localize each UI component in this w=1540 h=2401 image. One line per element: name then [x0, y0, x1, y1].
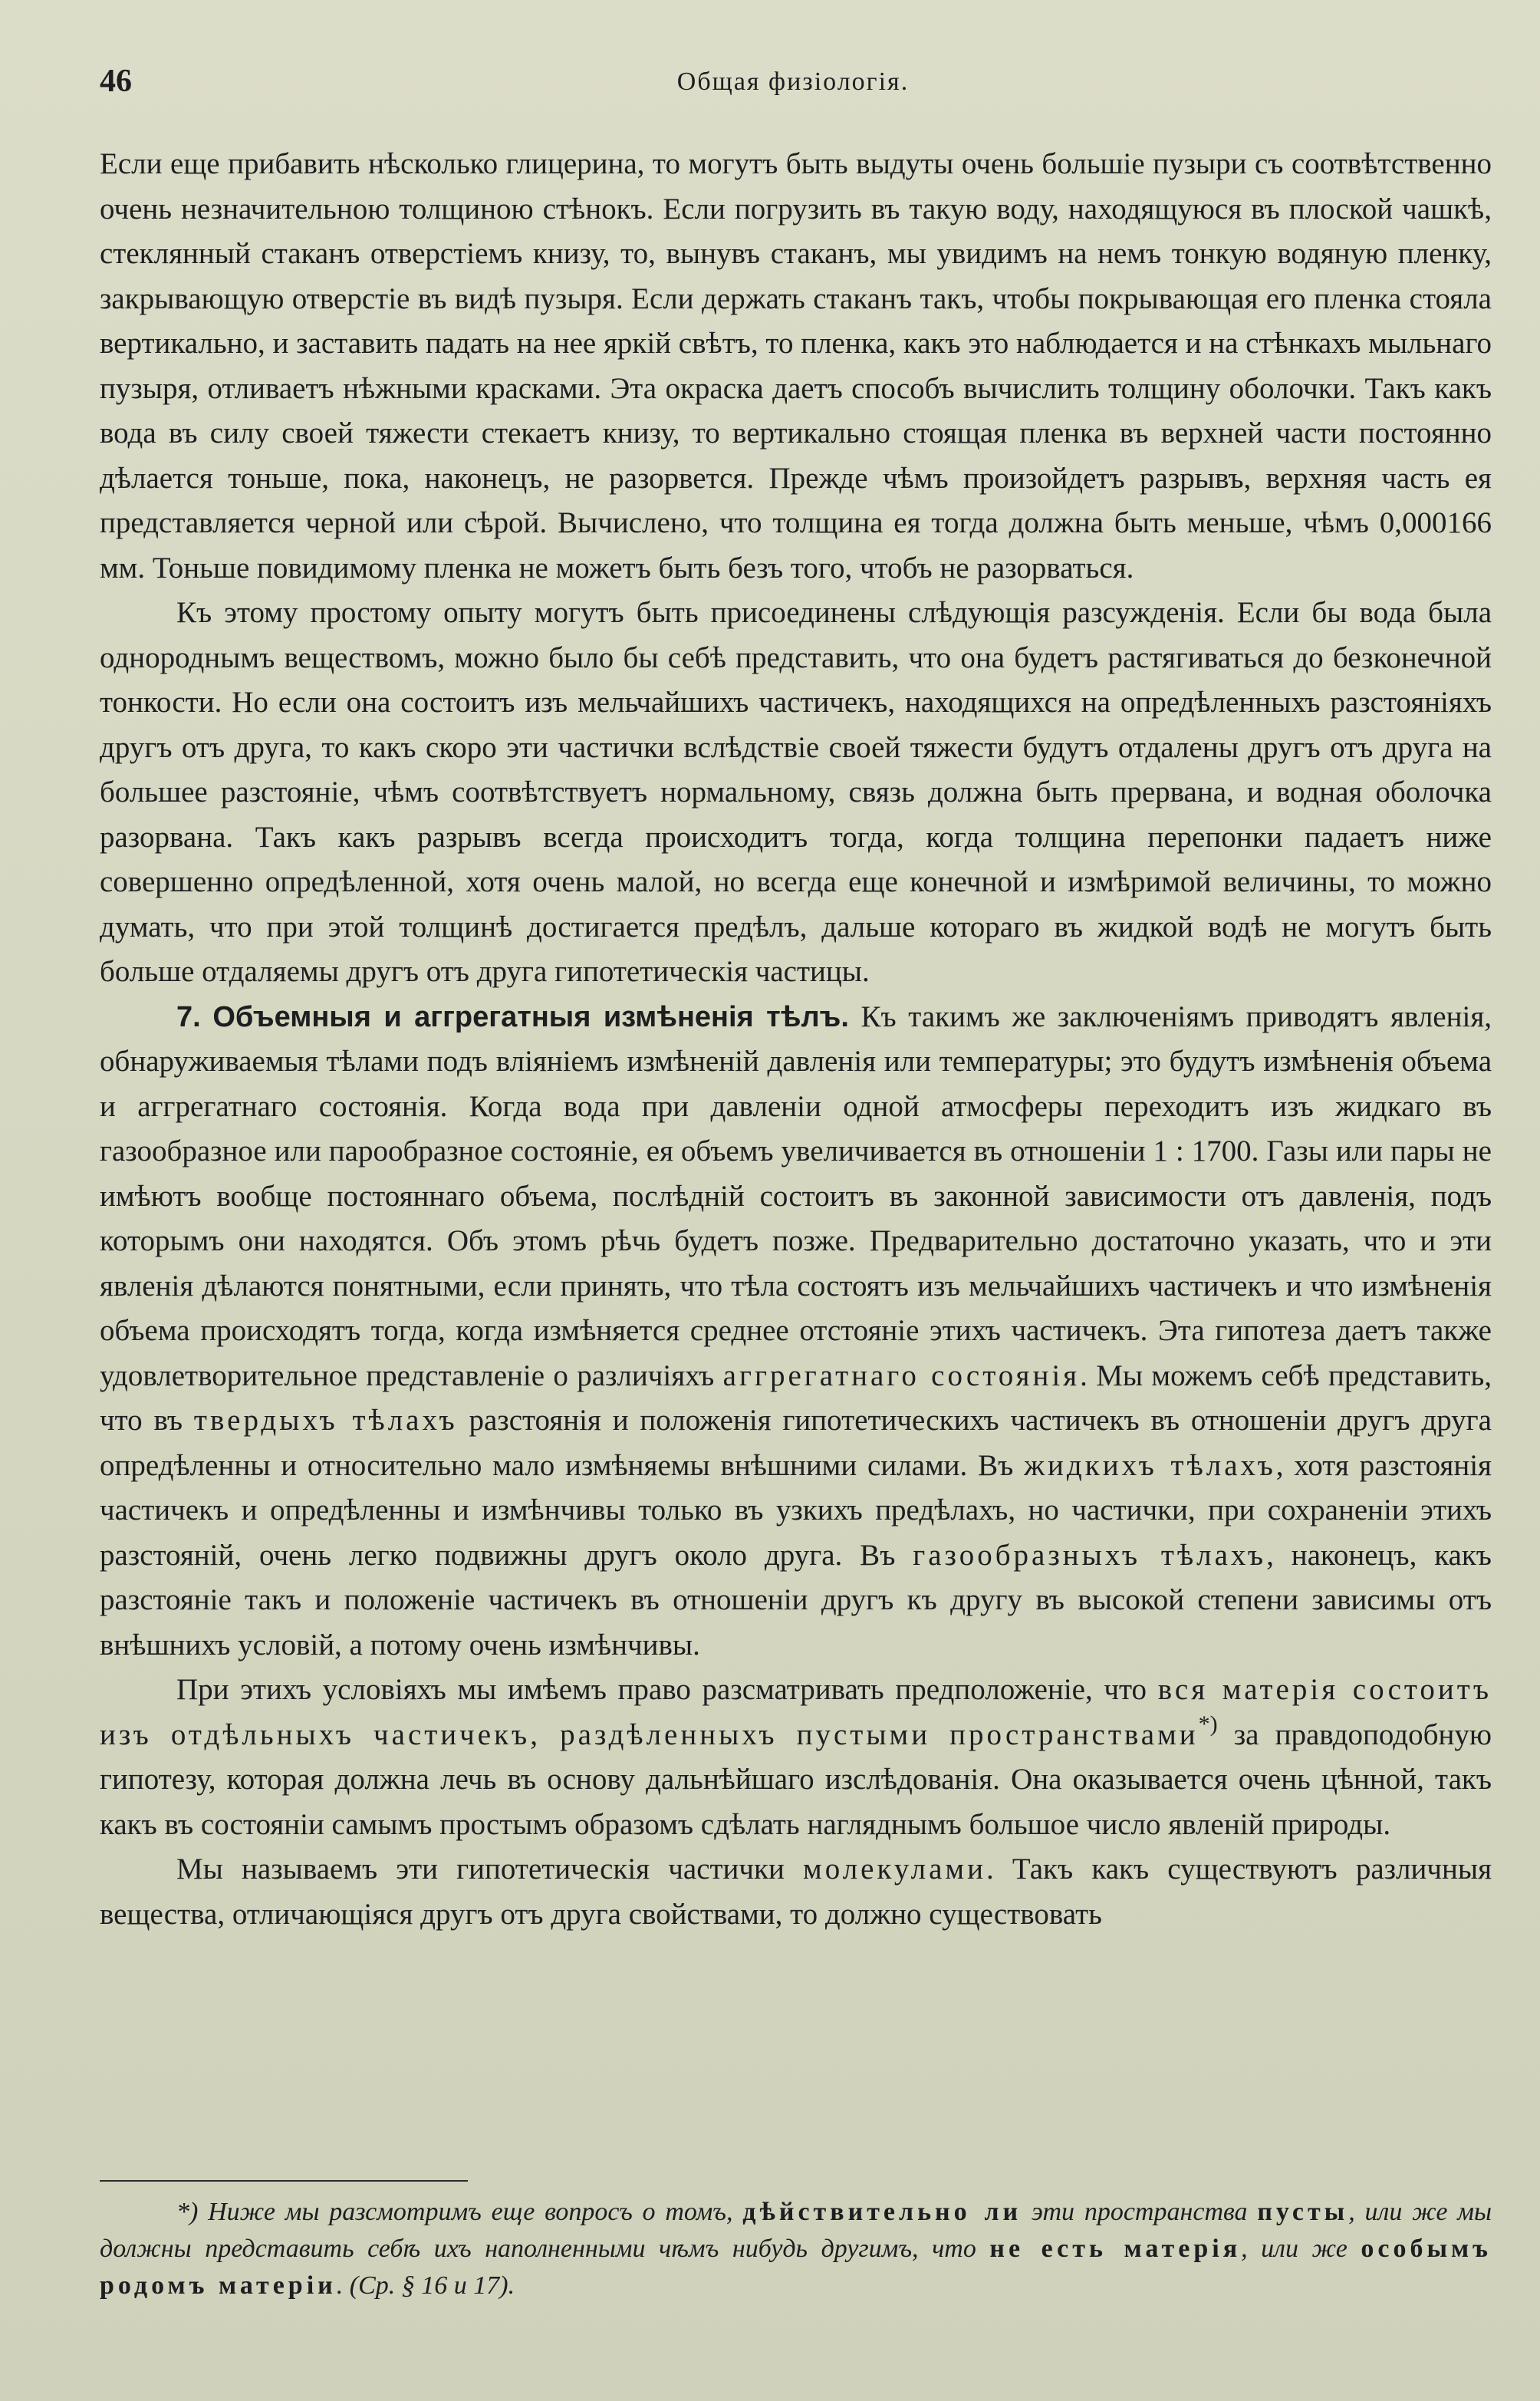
footnote-text-e: . (Ср. § 16 и 17). — [336, 2271, 515, 2300]
paragraph-4-text-a: При этихъ условіяхъ мы имѣемъ право разсматривать предположеніе, что — [176, 1673, 1158, 1706]
paragraph-3 — [100, 995, 1492, 1668]
footnote-text — [100, 2194, 1492, 2304]
paragraph-1: Если еще прибавить нѣсколько глицерина, то могутъ быть выдуты очень большіе пузыри съ соотвѣтственно очень незначительною толщиною стѣнокъ. Если погрузить въ такую воду, находящуюся въ плоской чашкѣ, стеклянный стаканъ отверстіемъ книзу, то, вынувъ стаканъ, мы увидимъ на немъ тонкую водяную пленку, закрывающую отверстіе въ видѣ пузыря. Если держать стаканъ такъ, чтобы покрывающая его пленка стояла вертикально, и заставить падать на нее яркій свѣтъ, то пленка, какъ это наблюдается и на стѣнкахъ мыльнаго пузыря, отливаетъ нѣжными красками. Эта окраска даетъ способъ вычислить толщину оболочки. Такъ какъ вода въ силу своей тяжести стекаетъ книзу, то вертикально стоящая пленка въ верхней части постоянно дѣлается тоньше, пока, наконецъ, не разорвется. Прежде чѣмъ произойдетъ разрывъ, верхняя часть ея представляется черной или сѣрой. Вычислено, что толщина ея тогда должна быть меньше, чѣмъ 0,000166 мм. Тоньше повидимому пленка не можетъ быть безъ того, чтобъ не разорваться. — [100, 147, 1492, 585]
footnote-divider — [100, 2180, 468, 2182]
paragraph-3-text-c: разстоянія и положенія гипотетическихъ частичекъ въ отношеніи другъ друга опредѣленны и относительно мало измѣняемы внѣшними силами. Въ — [100, 1404, 1492, 1482]
spaced-term-aggregate-state: аггрегатнаго состоянія — [722, 1359, 1081, 1392]
footnote-text-d: , или же — [1241, 2235, 1361, 2263]
footnote-spaced-not-matter: не есть матерія — [989, 2235, 1242, 2263]
paragraph-3-text-a: Къ такимъ же заключеніямъ приводятъ явленія, обнаруживаемыя тѣлами подъ вліяніемъ измѣненій давленія или температуры; это будутъ измѣненія объема и аггрегатнаго состоянія. Когда вода при давленіи одной атмосферы переходитъ изъ жидкаго въ газообразное или парообразное состояніе, ея объемъ увеличивается въ отношеніи 1 : 1700. Газы или пары не имѣютъ вообще постояннаго объема, послѣдній состоитъ въ законной зависимости отъ давленія, подъ которымъ они находятся. Объ этомъ рѣчь будетъ позже. Предварительно достаточно указать, что и эти явленія дѣлаются понятными, если принять, что тѣла состоятъ изъ мельчайшихъ частичекъ и что измѣненія объема происходятъ тогда, когда измѣняется среднее отстояніе этихъ частичекъ. Эта гипотеза даетъ также удовлетворительное представленіе о различіяхъ — [100, 1000, 1492, 1392]
spaced-term-gases: газообразныхъ тѣлахъ — [913, 1538, 1267, 1572]
paragraph-4 — [100, 1668, 1492, 1847]
footnote-text-c: , или же мы должны представить себѣ ихъ наполненными чѣмъ нибудь другимъ, что — [100, 2198, 1492, 2263]
footnote-spaced-really: дѣйствительно ли — [742, 2198, 1022, 2226]
footnote-spaced-empty: пусты — [1257, 2198, 1349, 2226]
paragraph-3-text-b: . Мы можемъ себѣ представить, что въ — [100, 1359, 1492, 1437]
footnote — [100, 2194, 1492, 2304]
page-header — [100, 63, 1486, 109]
spaced-term-solids: твердыхъ тѣлахъ — [193, 1404, 458, 1437]
section-number: 7. — [176, 1000, 201, 1033]
footnote-text-a: *) Ниже мы разсмотримъ еще вопросъ о томъ, — [176, 2198, 743, 2226]
paragraph-3-text-e: , наконецъ, какъ разстояніе такъ и положеніе частичекъ въ отношеніи другъ къ другу въ высокой степени зависимы отъ внѣшнихъ условій, а потому очень измѣнчивы. — [100, 1538, 1492, 1662]
paragraph-3-text-d: , хотя разстоянія частичекъ и опредѣленны и измѣнчивы только въ узкихъ предѣлахъ, но частички, при сохраненіи этихъ разстояній, очень легко подвижны другъ около друга. Въ — [100, 1448, 1492, 1572]
paragraph-2: Къ этому простому опыту могутъ быть присоединены слѣдующія разсужденія. Если бы вода была однороднымъ веществомъ, можно было бы себѣ представить, что она будетъ растягиваться до безконечной тонкости. Но если она состоитъ изъ мельчайшихъ частичекъ, находящихся на опредѣленныхъ разстояніяхъ другъ отъ друга, то какъ скоро эти частички вслѣдствіе своей тяжести будутъ отдалены другъ отъ друга на большее разстояніе, чѣмъ соотвѣтствуетъ нормальному, связь должна быть прервана, и водная оболочка разорвана. Такъ какъ разрывъ всегда происходитъ тогда, когда толщина перепонки падаетъ ниже совершенно опредѣленной, хотя очень малой, но всегда еще конечной и измѣримой величины, то можно думать, что при этой толщинѣ достигается предѣлъ, дальше котораго въ жидкой водѣ не могутъ быть больше отдаляемы другъ отъ друга гипотетическія частицы. — [100, 596, 1492, 988]
running-title: Общая физіологія. — [676, 68, 910, 96]
spaced-term-matter-hypothesis: вся матерія состоитъ изъ отдѣльныхъ частичекъ, раздѣленныхъ пустыми пространствами — [100, 1673, 1492, 1751]
page-number: 46 — [100, 64, 132, 99]
paragraph-5-text-a: Мы называемъ эти гипотетическія частички — [176, 1853, 804, 1886]
footnote-reference: *) — [1198, 1711, 1218, 1737]
spaced-term-liquids: жидкихъ тѣлахъ — [1024, 1448, 1276, 1482]
spaced-term-molecules: молекулами — [803, 1853, 986, 1886]
paragraph-5-text-b: . Такъ какъ существуютъ различныя вещества, отличающіяся другъ отъ друга свойствами, то должно существовать — [100, 1853, 1492, 1931]
section-title: Объемныя и аггрегатныя измѣненія тѣлъ. — [212, 1000, 849, 1033]
footnote-spaced-special-matter: особымъ родомъ матеріи — [100, 2235, 1492, 2300]
footnote-text-b: эти пространства — [1022, 2198, 1258, 2226]
paragraph-5 — [100, 1847, 1492, 1937]
paragraph-4-text-b: за правдоподобную гипотезу, которая должна лечь въ основу дальнѣйшаго изслѣдованія. Она оказывается очень цѣнной, такъ какъ въ состояніи самымъ простымъ образомъ сдѣлать нагляднымъ большое число явленій природы. — [100, 1718, 1492, 1841]
body-text — [100, 142, 1492, 1937]
